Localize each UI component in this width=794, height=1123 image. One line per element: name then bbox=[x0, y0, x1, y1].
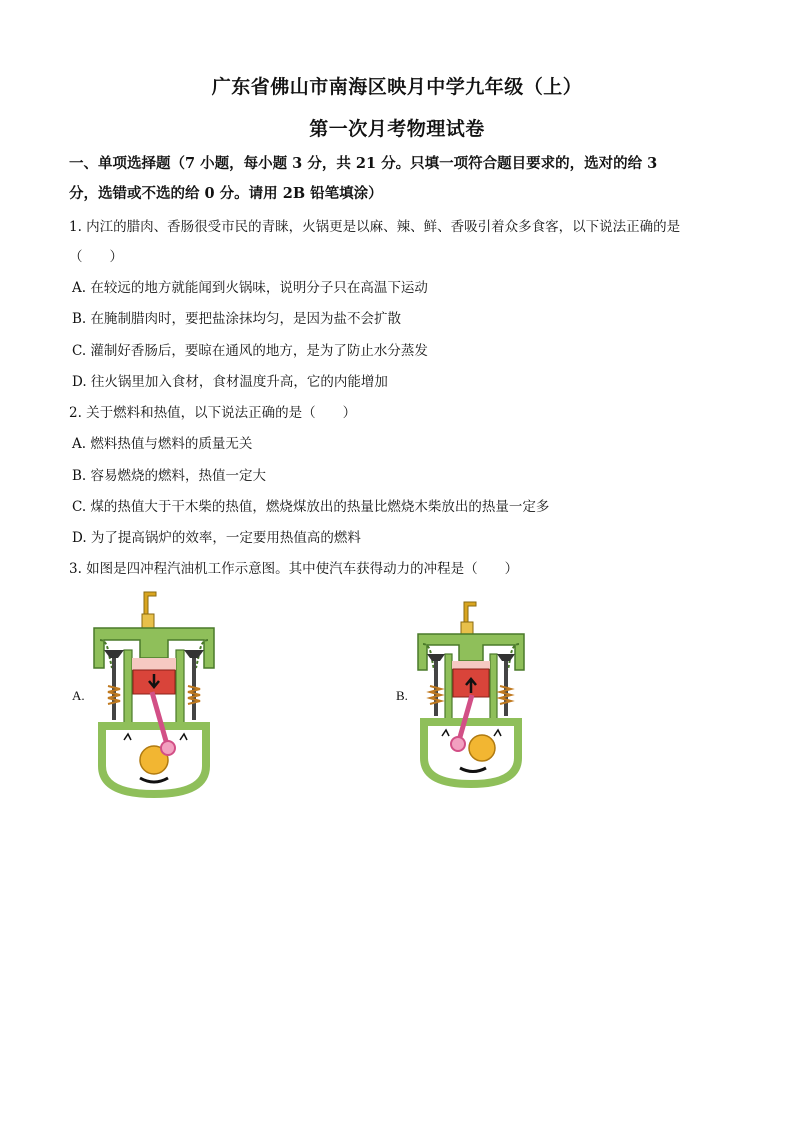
question-1-option-a: A. 在较远的地方就能闻到火锅味，说明分子只在高温下运动 bbox=[72, 280, 428, 296]
question-1-stem-line-2: （ ） bbox=[69, 249, 123, 265]
title-line-1: 广东省佛山市南海区映月中学九年级（上） bbox=[211, 76, 583, 98]
section-heading-line-2: 分，选错或不选的给 0 分。请用 2B 铅笔填涂） bbox=[69, 185, 383, 202]
question-1-option-b: B. 在腌制腊肉时，要把盐涂抹均匀，是因为盐不会扩散 bbox=[72, 311, 402, 327]
figure-label-b: B. bbox=[396, 688, 408, 703]
title-line-2: 第一次月考物理试卷 bbox=[309, 118, 485, 140]
question-2-option-d: D. 为了提高锅炉的效率，一定要用热值高的燃料 bbox=[72, 530, 361, 546]
piston bbox=[133, 670, 175, 694]
question-2-stem: 2. 关于燃料和热值，以下说法正确的是（ ） bbox=[69, 405, 357, 421]
crankshaft bbox=[469, 735, 495, 761]
figure-label-a: A. bbox=[72, 688, 85, 703]
engine-diagram-b bbox=[412, 598, 530, 792]
engine-diagram-a bbox=[88, 588, 220, 800]
spark-plug-icon bbox=[461, 602, 476, 634]
exhaust-valve bbox=[184, 650, 204, 720]
question-1-option-c: C. 灌制好香肠后，要晾在通风的地方，是为了防止水分蒸发 bbox=[72, 343, 428, 359]
question-2-option-a: A. 燃料热值与燃料的质量无关 bbox=[72, 436, 253, 452]
question-1-stem-line-1: 1. 内江的腊肉、香肠很受市民的青睐，火锅更是以麻、辣、鲜、香吸引着众多食客，以下说法正确的是 bbox=[69, 219, 681, 235]
question-3-stem: 3. 如图是四冲程汽油机工作示意图。其中使汽车获得动力的冲程是（ ） bbox=[69, 561, 519, 577]
question-1-option-d: D. 往火锅里加入食材，食材温度升高，它的内能增加 bbox=[72, 374, 388, 390]
spark-plug-icon bbox=[142, 592, 156, 628]
intake-valve bbox=[427, 654, 445, 716]
intake-valve bbox=[104, 650, 124, 720]
piston bbox=[453, 669, 489, 697]
question-2-option-c: C. 煤的热值大于干木柴的热值，燃烧煤放出的热量比燃烧木柴放出的热量一定多 bbox=[72, 499, 550, 515]
section-heading-line-1: 一、单项选择题（7 小题，每小题 3 分，共 21 分。只填一项符合题目要求的，选对的给 3 bbox=[69, 155, 658, 172]
question-2-option-b: B. 容易燃烧的燃料，热值一定大 bbox=[72, 468, 267, 484]
exhaust-valve bbox=[497, 654, 515, 716]
